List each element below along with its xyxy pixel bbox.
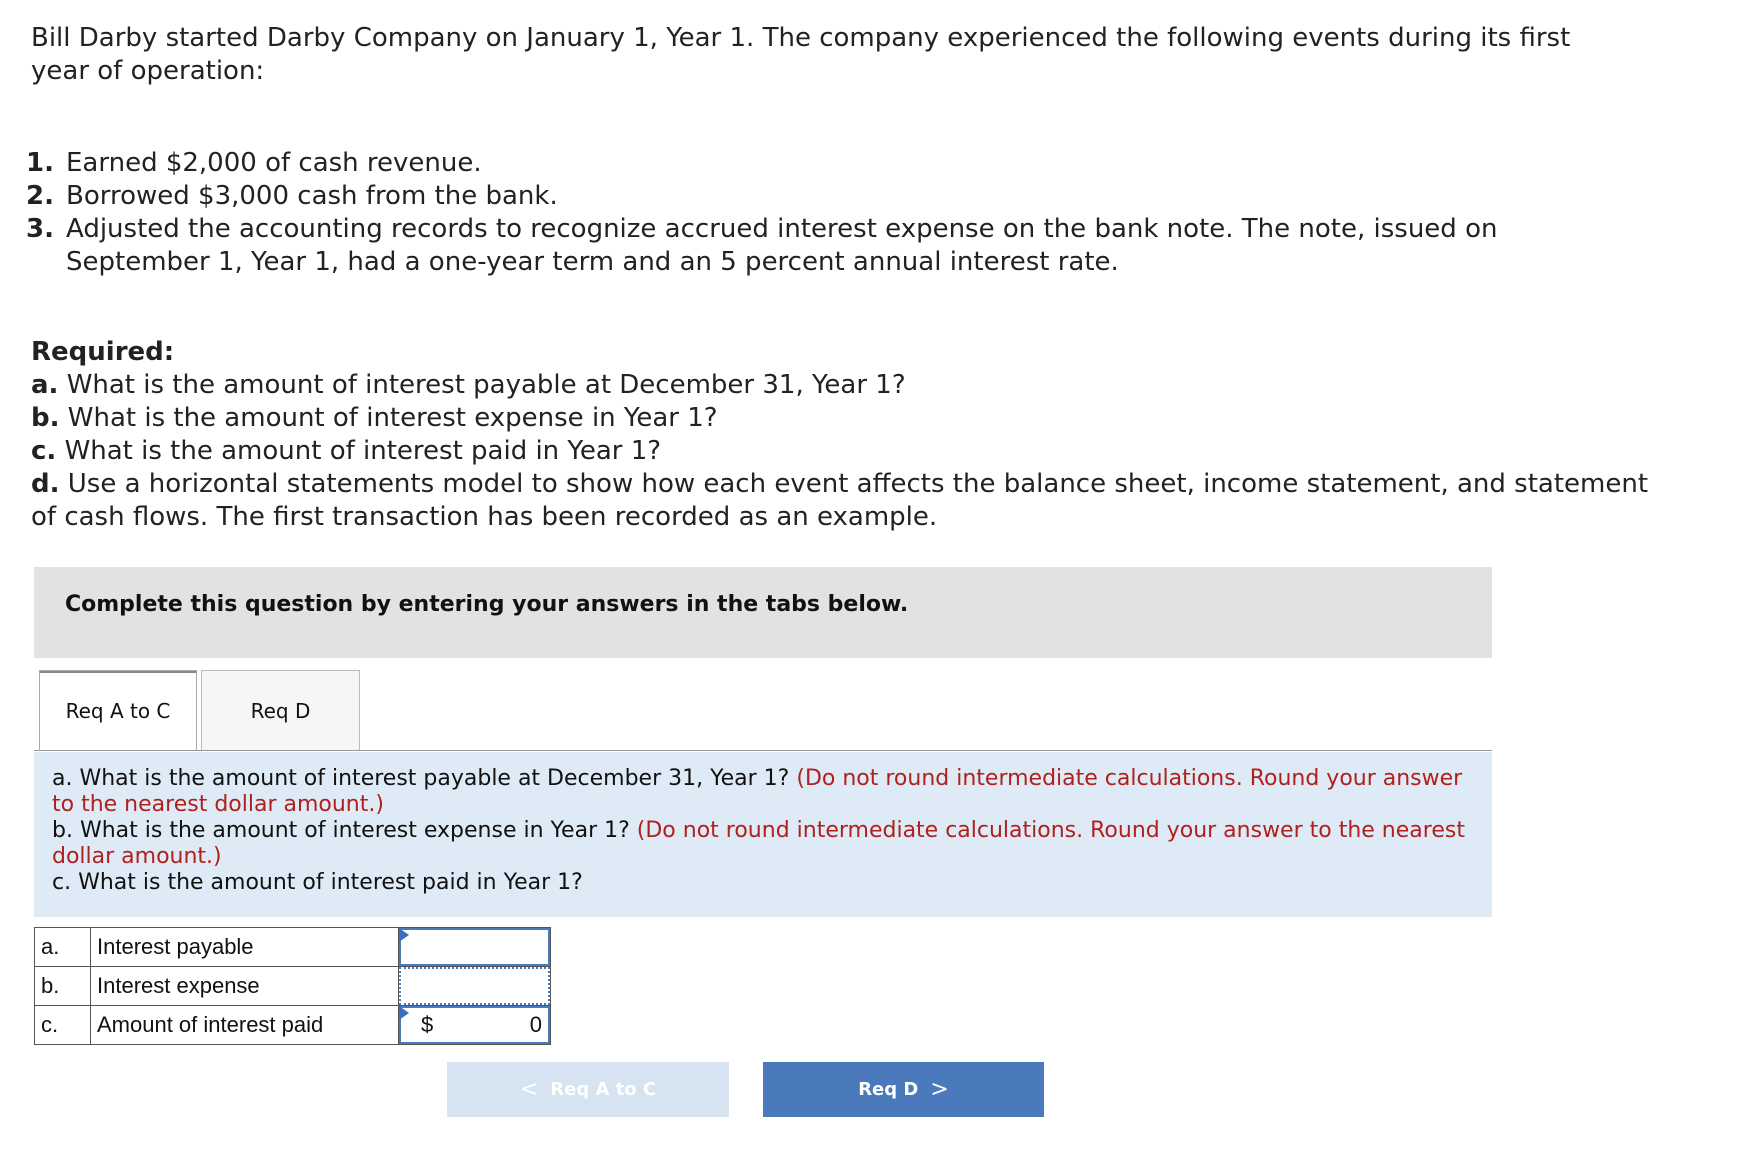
required-item-b [31,402,1671,435]
prev-button-label: Req A to C [550,1079,657,1100]
next-button-label: Req D [858,1079,919,1100]
required-letter: d. [31,469,60,499]
required-item-d [31,468,1671,534]
interest-payable-input[interactable] [399,928,550,966]
row-letter: b. [35,967,91,1006]
tab-req-a-to-c[interactable]: Req A to C [39,670,197,751]
row-letter: c. [35,1006,91,1045]
question-box [34,752,1492,917]
question-a-note: (Do not round intermediate calculations. Round your answer to the nearest dollar amount.) [52,766,1463,817]
next-tab-button[interactable] [763,1062,1044,1117]
required-title: Required: [31,337,175,367]
tab-divider [34,750,1492,751]
table-row [35,967,551,1006]
table-row [35,928,551,967]
table-row [35,1006,551,1045]
required-item-c [31,435,1671,468]
banner-text: Complete this question by entering your answers in the tabs below. [65,592,909,617]
required-letter: a. [31,370,59,400]
question-b [52,818,1474,870]
answer-table [34,927,551,1045]
intro-paragraph: Bill Darby started Darby Company on January 1, Year 1. The company experienced the following events during its first year of operation: [31,23,1571,86]
question-b-text: b. What is the amount of interest expense in Year 1? [52,818,630,843]
prev-tab-button[interactable] [447,1062,729,1117]
question-c-text: c. What is the amount of interest paid in Year 1? [52,870,583,895]
question-a [52,766,1474,818]
events-list [26,147,1626,279]
flag-marker-icon [399,1006,409,1020]
required-text: What is the amount of interest paid in Year 1? [64,436,662,466]
required-text: What is the amount of interest expense in Year 1? [67,403,718,433]
interest-paid-input[interactable] [399,1006,550,1044]
question-b-note: (Do not round intermediate calculations. Round your answer to the nearest dollar amount.) [52,818,1465,869]
required-text: Use a horizontal statements model to show how each event affects the balance sheet, income statement, and statement of cash flows. The first transaction has been recorded as an example. [31,469,1649,532]
row-label: Interest expense [91,967,399,1006]
interest-expense-input[interactable] [399,967,550,1005]
required-section [31,336,1671,534]
required-item-a [31,369,1671,402]
event-item [26,147,1626,180]
row-letter: a. [35,928,91,967]
event-number: 1. [26,148,54,178]
required-text: What is the amount of interest payable at December 31, Year 1? [66,370,906,400]
chevron-right-icon: > [930,1077,949,1102]
input-cell-wrapper [399,928,551,967]
required-letter: b. [31,403,60,433]
event-number: 2. [26,181,54,211]
event-text: Adjusted the accounting records to recognize accrued interest expense on the bank note. The note, issued on September 1, Year 1, had a one-year term and an 5 percent annual interest rate. [66,214,1498,277]
input-cell-wrapper [399,1006,551,1045]
chevron-left-icon: < [519,1077,539,1102]
currency-symbol: $ [421,1012,434,1037]
flag-marker-icon [399,928,409,942]
input-cell-wrapper [399,967,551,1006]
event-text: Borrowed $3,000 cash from the bank. [66,181,558,211]
question-c [52,870,1474,896]
question-a-text: a. What is the amount of interest payable at December 31, Year 1? [52,766,790,791]
instructions-banner [34,567,1492,658]
input-value: 0 [529,1012,542,1037]
event-number: 3. [26,214,54,244]
row-label: Amount of interest paid [91,1006,399,1045]
row-label: Interest payable [91,928,399,967]
event-text: Earned $2,000 of cash revenue. [66,148,482,178]
required-letter: c. [31,436,57,466]
event-item [26,213,1626,279]
tab-req-d[interactable]: Req D [201,670,360,751]
event-item [26,180,1626,213]
